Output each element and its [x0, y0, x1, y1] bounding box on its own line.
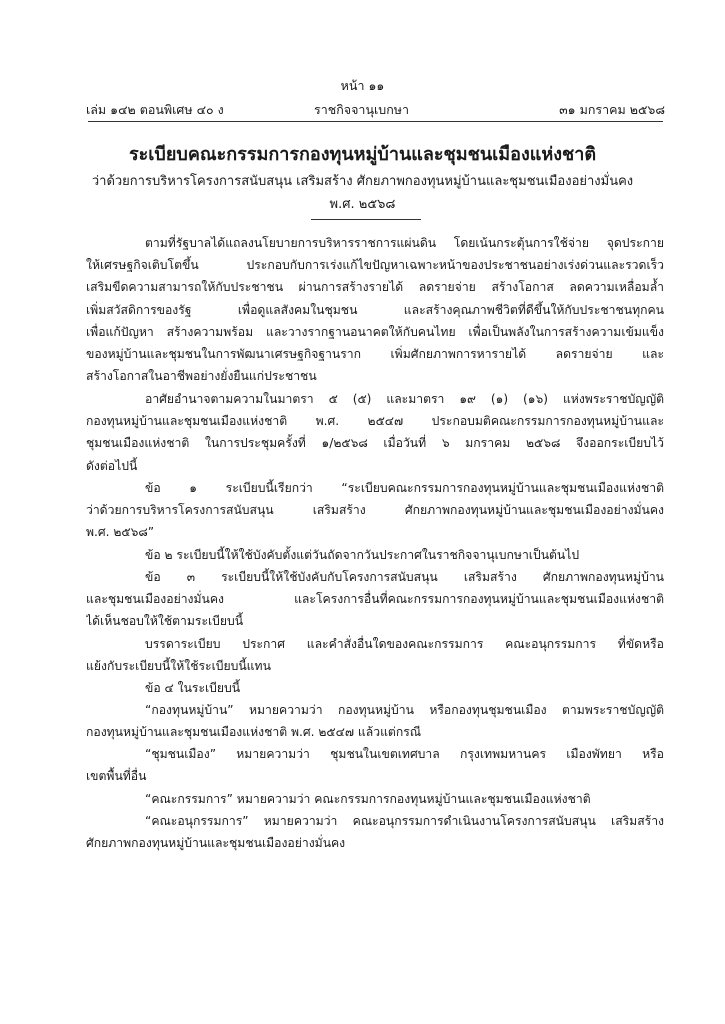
text-line: และชุมชนเมืองอย่างมั่นคง และโครงการอื่นที่คณะกรรมการกองทุนหมู่บ้านและชุมชนเมืองแห่งชาติ — [86, 592, 664, 607]
text-line: เสริมขีดความสามารถให้กับประชาชน ผ่านการสร้างรายได้ ลดรายจ่าย สร้างโอกาส ลดความเหลื่อมล้ำ — [86, 280, 664, 295]
text-line: ข้อ ๔ ในระเบียบนี้ — [145, 681, 241, 695]
text-line: ตามที่รัฐบาลได้แถลงนโยบายการบริหารราชการแผ่นดิน โดยเน้นกระตุ้นการใช้จ่าย จุดประกาย — [145, 236, 664, 250]
clause-3 — [86, 566, 664, 633]
header-gazette: ราชกิจจานุเบกษา — [314, 102, 410, 117]
text-line: “คณะกรรมการ” หมายความว่า คณะกรรมการกองทุนหมู่บ้านและชุมชนเมืองแห่งชาติ — [145, 792, 591, 806]
authority-paragraph — [86, 388, 664, 477]
definition-subcommittee — [86, 810, 664, 854]
text-line: เพื่อแก้ปัญหา สร้างความพร้อม และวางรากฐานอนาคตให้กับคนไทย เพื่อเป็นพลังในการสร้างความเข้มแข็ง — [86, 324, 664, 339]
page-number: หน้า ๑๑ — [340, 78, 385, 93]
text-line: ข้อ ๓ ระเบียบนี้ให้ใช้บังคับกับโครงการสนับสนุน เสริมสร้าง ศักยภาพกองทุนหมู่บ้าน — [145, 570, 664, 584]
text-line: อาศัยอำนาจตามความในมาตรา ๕ (๕) และมาตรา ๑๙ (๑) (๑๖) แห่งพระราชบัญญัติ — [145, 392, 664, 406]
text-line: กองทุนหมู่บ้านและชุมชนเมืองแห่งชาติ พ.ศ. ๒๕๔๗ แล้วแต่กรณี — [86, 725, 422, 740]
text-line: เขตพื้นที่อื่น — [86, 769, 147, 784]
text-line: ให้เศรษฐกิจเติบโตขึ้น ประกอบกับการเร่งแก้ไขปัญหาเฉพาะหน้าของประชาชนอย่างเร่งด่วนและรวดเร็ว — [86, 258, 664, 273]
text-line: “กองทุนหมู่บ้าน” หมายความว่า กองทุนหมู่บ้าน หรือกองทุนชุมชนเมือง ตามพระราชบัญญัติ — [145, 703, 664, 717]
text-line: ศักยภาพกองทุนหมู่บ้านและชุมชนเมืองอย่างมั่นคง — [86, 836, 346, 851]
header-date: ๓๑ มกราคม ๒๕๖๘ — [559, 102, 665, 117]
definition-committee — [86, 788, 664, 810]
document-title: ระเบียบคณะกรรมการกองทุนหมู่บ้านและชุมชนเมืองแห่งชาติ — [128, 144, 597, 165]
text-line: “ชุมชนเมือง” หมายความว่า ชุมชนในเขตเทศบาล กรุงเทพมหานคร เมืองพัทยา หรือ — [145, 747, 664, 761]
text-line: ของหมู่บ้านและชุมชนในการพัฒนาเศรษฐกิจฐานราก เพิ่มศักยภาพการหารายได้ ลดรายจ่าย และ — [86, 346, 664, 361]
definition-urban-community — [86, 743, 664, 787]
text-line: บรรดาระเบียบ ประกาศ และคำสั่งอื่นใดของคณะกรรมการ คณะอนุกรรมการ ที่ขัดหรือ — [145, 637, 664, 651]
text-line: สร้างโอกาสในอาชีพอย่างยั่งยืนแก่ประชาชน — [86, 369, 317, 384]
document-subtitle: ว่าด้วยการบริหารโครงการสนับสนุน เสริมสร้าง ศักยภาพกองทุนหมู่บ้านและชุมชนเมืองอย่างมั่นคง — [91, 174, 634, 189]
header-rule — [88, 121, 663, 122]
text-line: ดังต่อไปนี้ — [86, 458, 138, 473]
clause-4 — [86, 677, 664, 699]
clause-1 — [86, 477, 664, 544]
text-line: ชุมชนเมืองแห่งชาติ ในการประชุมครั้งที่ ๑/๒๕๖๘ เมื่อวันที่ ๖ มกราคม ๒๕๖๘ จึงออกระเบียบไว้ — [86, 436, 664, 451]
repeal-paragraph — [86, 633, 664, 677]
text-line: ข้อ ๒ ระเบียบนี้ให้ใช้บังคับตั้งแต่วันถัดจากวันประกาศในราชกิจจานุเบกษาเป็นต้นไป — [145, 548, 580, 562]
text-line: ว่าด้วยการบริหารโครงการสนับสนุน เสริมสร้าง ศักยภาพกองทุนหมู่บ้านและชุมชนเมืองอย่างมั่นคง — [86, 503, 664, 518]
document-year: พ.ศ. ๒๕๖๘ — [329, 197, 396, 212]
text-line: “คณะอนุกรรมการ” หมายความว่า คณะอนุกรรมการดำเนินงานโครงการสนับสนุน เสริมสร้าง — [145, 814, 664, 828]
header-volume: เล่ม ๑๔๒ ตอนพิเศษ ๔๐ ง — [86, 102, 224, 117]
text-line: พ.ศ. ๒๕๖๘” — [86, 525, 155, 540]
title-divider — [311, 219, 421, 220]
preamble-paragraph — [86, 232, 664, 387]
text-line: ข้อ ๑ ระเบียบนี้เรียกว่า “ระเบียบคณะกรรมการกองทุนหมู่บ้านและชุมชนเมืองแห่งชาติ — [145, 481, 664, 495]
definition-village-fund — [86, 699, 664, 743]
clause-2 — [86, 544, 664, 566]
text-line: ได้เห็นชอบให้ใช้ตามระเบียบนี้ — [86, 614, 244, 629]
text-line: เพิ่มสวัสดิการของรัฐ เพื่อดูแลสังคมในชุมชน และสร้างคุณภาพชีวิตที่ดีขึ้นให้กับประชาชนทุกคน — [86, 302, 664, 317]
text-line: แย้งกับระเบียบนี้ให้ใช้ระเบียบนี้แทน — [86, 659, 271, 674]
text-line: กองทุนหมู่บ้านและชุมชนเมืองแห่งชาติ พ.ศ. ๒๕๔๗ ประกอบมติคณะกรรมการกองทุนหมู่บ้านและ — [86, 414, 664, 429]
